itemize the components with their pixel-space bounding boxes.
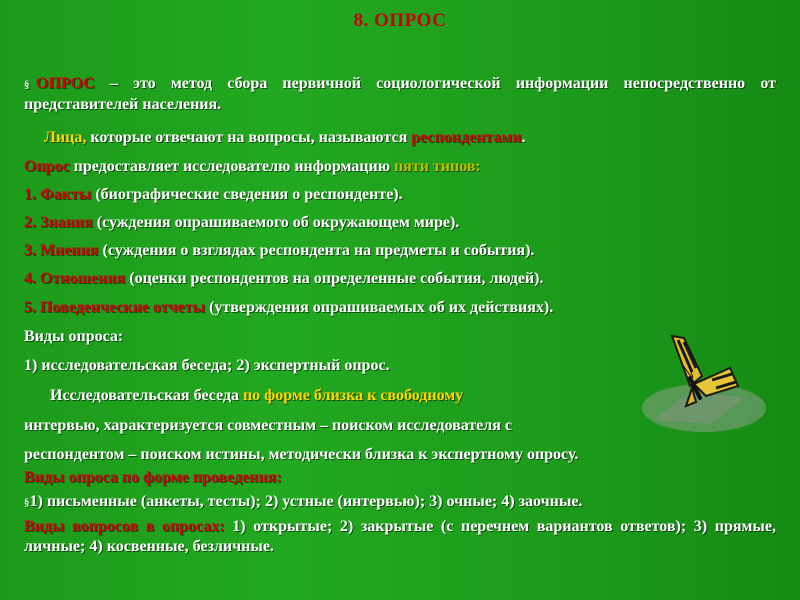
type-name: 1. Факты [24, 186, 92, 203]
list-item: 2. Знания (суждения опрашиваемого об окружающем мире). [24, 214, 460, 231]
respondents-text: которые отвечают на вопросы, называются [86, 129, 412, 146]
kinds-list: 1) исследовательская беседа; 2) экспертный опрос. [24, 357, 390, 374]
list-item: 4. Отношения (оценки респондентов на определенные события, людей). [24, 270, 544, 287]
bullet-icon: § [24, 497, 30, 509]
term-respondents: респондентами [411, 129, 522, 146]
form-list: §1) письменные (анкеты, тесты); 2) устные (интервью); 3) очные; 4) заочные. [24, 493, 583, 510]
questions-label: Виды вопросов в опросах: [24, 518, 225, 535]
type-name: 4. Отношения [24, 270, 126, 287]
definition-paragraph [24, 74, 776, 115]
slide-title: 8. ОПРОС [353, 10, 447, 31]
term-five-types: пяти типов: [393, 158, 481, 175]
respondents-paragraph: Лица, которые отвечают на вопросы, называются респондентами. [44, 129, 526, 146]
research-line-3: респондентом – поиском истины, методически близка к экспертному опросу. [24, 446, 579, 463]
term-opros-2: Опрос [24, 158, 70, 175]
questions-paragraph: Виды вопросов в опросах: 1) открытые; 2) закрытые (с перечнем вариантов ответов); 3) прямые, личные; 4) косвенные, безличные. [24, 518, 776, 555]
list-item: 1. Факты (биографические сведения о респонденте). [24, 186, 403, 203]
type-name: 2. Знания [24, 214, 93, 231]
type-name: 5. Поведенческие отчеты [24, 299, 206, 316]
definition-text: – это метод сбора первичной социологической информации непосредственно от представителей населения. [24, 75, 776, 113]
list-item: 3. Мнения (суждения о взглядах респондента на предметы и события). [24, 242, 535, 259]
info-types-paragraph: Опрос предоставляет исследователю информацию пяти типов: [24, 158, 481, 175]
kinds-label: Виды опроса: [24, 328, 124, 345]
research-line-2: интервью, характеризуется совместным – поиском исследователя с [24, 417, 513, 434]
list-item: 5. Поведенческие отчеты (утверждения опрашиваемых об их действиях). [24, 299, 554, 316]
butterfly-icon [632, 328, 772, 440]
term-opros: ОПРОС [36, 75, 95, 92]
research-line-1: Исследовательская беседа по форме близка к свободному [50, 387, 464, 404]
form-label: Виды опроса по форме проведения: [24, 469, 282, 486]
bullet-icon: § [24, 79, 30, 91]
term-faces: Лица, [44, 129, 87, 146]
term-research-talk: Исследовательская беседа [50, 387, 239, 404]
type-name: 3. Мнения [24, 242, 99, 259]
